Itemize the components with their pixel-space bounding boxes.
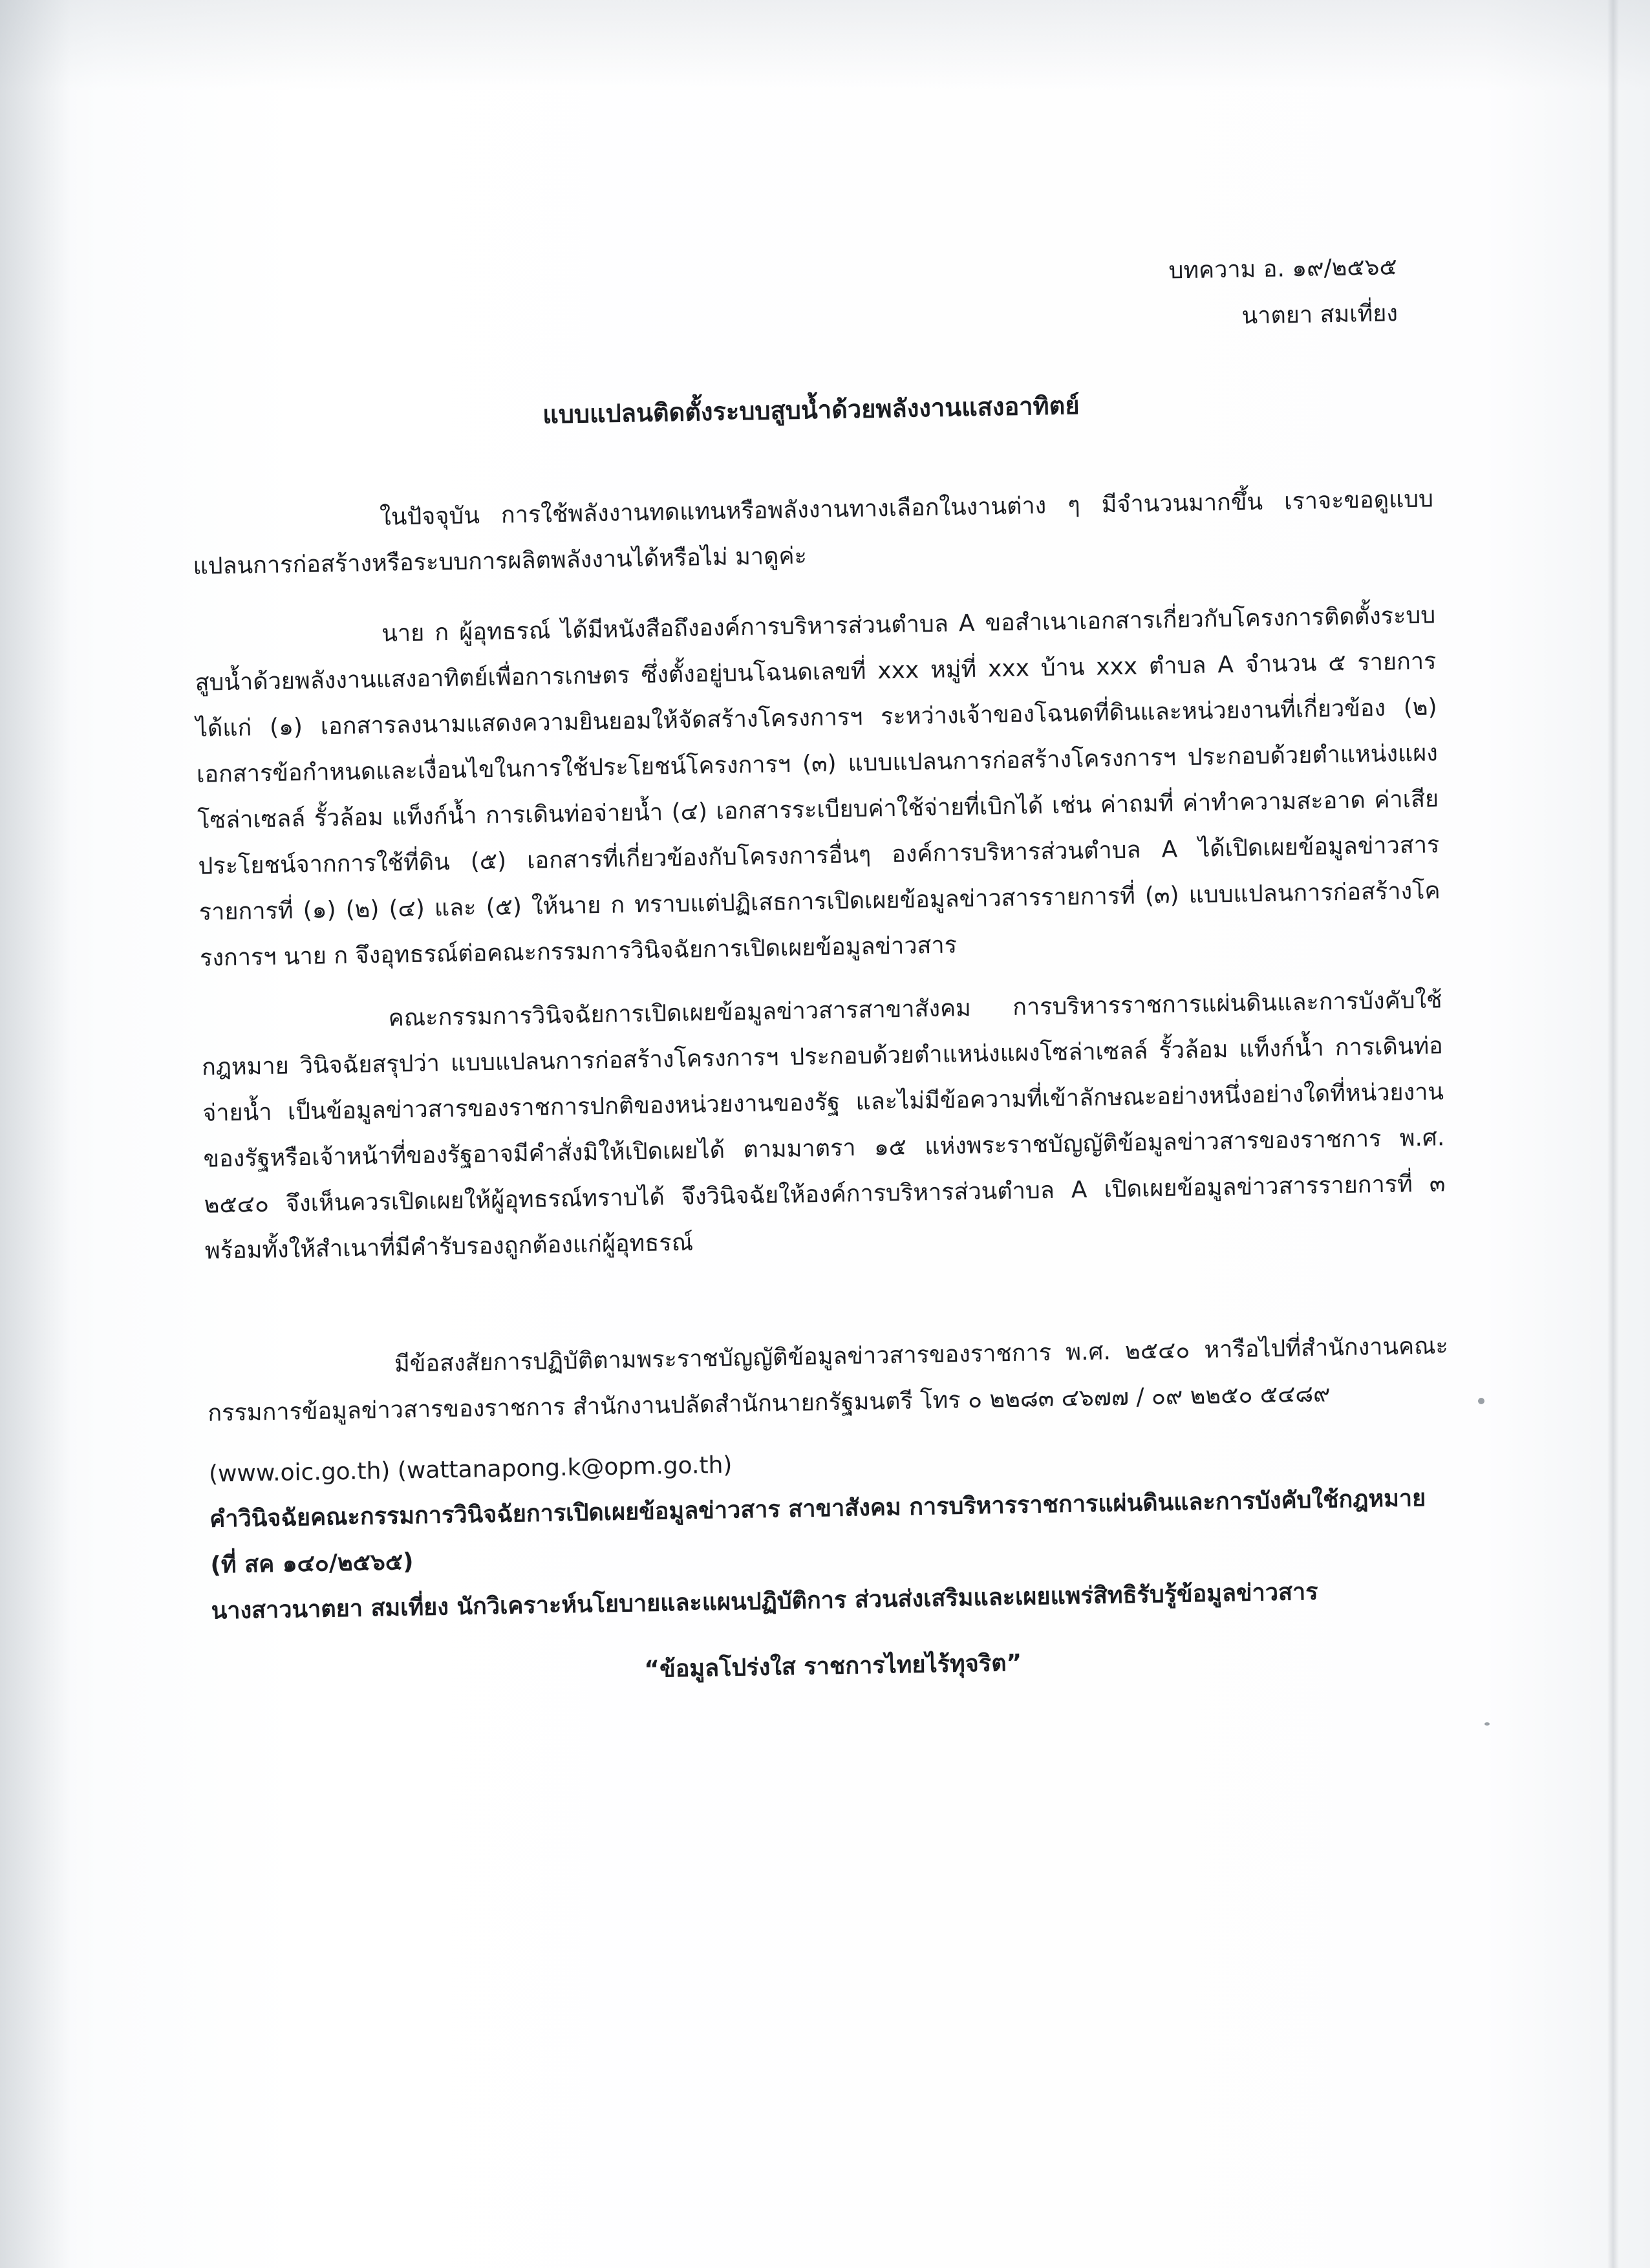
ruling-reference: คำวินิจฉัยคณะกรรมการวินิจฉัยการเปิดเผยข้อมูลข่าวสาร สาขาสังคม การบริหารราชการแผ่นดินและการบังคับใช้กฎหมาย (ที่ สค ๑๔๐/๒๕๖๕) (209, 1484, 1426, 1579)
contact-links: (www.oic.go.th) (wattanapong.k@opm.go.th) (208, 1451, 733, 1488)
article-title: แบบแปลนติดตั้งระบบสูบน้ำด้วยพลังงานแสงอาทิตย์ (542, 390, 1080, 429)
contact-paragraph: มีข้อสงสัยการปฏิบัติตามพระราชบัญญัติข้อมูลข่าวสารของราชการ พ.ศ. ๒๕๔๐ หารือไปที่สำนักงานคณะกรรมการข้อมูลข่าวสารของราชการ สำนักงานปลัดสำนักนายกรัฐมนตรี โทร ๐ ๒๒๘๓ ๔๖๗๗ / ๐๙ ๒๒๕๐ ๕๔๘๙ (207, 1332, 1449, 1427)
ruling-and-author-block (209, 1475, 1453, 1634)
intro-paragraph: ในปัจจุบัน การใช้พลังงานทดแทนหรือพลังงานทางเลือกในงานต่าง ๆ มีจำนวนมากขึ้น เราจะขอดูแบบแปลนการก่อสร้างหรือระบบการผลิตพลังงานได้หรือไม่ มาดูค่ะ (193, 486, 1434, 580)
author-full-credit: นางสาวนาตยา สมเที่ยง นักวิเคราะห์นโยบายและแผนปฏิบัติการ ส่วนส่งเสริมและเผยแพร่สิทธิรับรู้ข้อมูลข่าวสาร (211, 1578, 1318, 1625)
case-paragraph: นาย ก ผู้อุทธรณ์ ได้มีหนังสือถึงองค์การบริหารส่วนตำบล A ขอสำเนาเอกสารเกี่ยวกับโครงการติดตั้งระบบสูบน้ำด้วยพลังงานแสงอาทิตย์เพื่อการเกษตร ซึ่งตั้งอยู่บนโฉนดเลขที่ xxx หมู่ที่ xxx บ้าน xxx ตำบล A จำนวน ๕ รายการ ได้แก่ (๑) เอกสารลงนามแสดงความยินยอมให้จัดสร้างโครงการฯ ระหว่างเจ้าของโฉนดที่ดินและหน่วยงานที่เกี่ยวข้อง (๒) เอกสารข้อกำหนดและเงื่อนไขในการใช้ประโยชน์โครงการฯ (๓) แบบแปลนการก่อสร้างโครงการฯ ประกอบด้วยตำแหน่งแผงโซล่าเซลล์ รั้วล้อม แท็งก์น้ำ การเดินท่อจ่ายน้ำ (๔) เอกสารระเบียบค่าใช้จ่ายที่เบิกได้ เช่น ค่าถมที่ ค่าทำความสะอาด ค่าเสียประโยชน์จากการใช้ที่ดิน (๕) เอกสารที่เกี่ยวข้องกับโครงการอื่นๆ องค์การบริหารส่วนตำบล A ได้เปิดเผยข้อมูลข่าวสารรายการที่ (๑) (๒) (๔) และ (๕) ให้นาย ก ทราบแต่ปฏิเสธการเปิดเผยข้อมูลข่าวสารรายการที่ (๓) แบบแปลนการก่อสร้างโครงการฯ นาย ก จึงอุทธรณ์ต่อคณะกรรมการวินิจฉัยการเปิดเผยข้อมูลข่าวสาร (195, 602, 1441, 972)
scan-shadow-top (0, 0, 1650, 91)
reference-block (1144, 244, 1398, 341)
page-edge-fold (1607, 0, 1619, 2268)
scan-shadow-left (0, 0, 71, 2268)
scan-speck (1478, 1398, 1484, 1404)
author-name-short: นาตยา สมเที่ยง (1241, 300, 1398, 330)
slogan: “ข้อมูลโปร่งใส ราชการไทยไร้ทุจริต” (644, 1649, 1022, 1684)
decision-paragraph: คณะกรรมการวินิจฉัยการเปิดเผยข้อมูลข่าวสารสาขาสังคม การบริหารราชการแผ่นดินและการบังคับใช้กฎหมาย วินิจฉัยสรุปว่า แบบแปลนการก่อสร้างโครงการฯ ประกอบด้วยตำแหน่งแผงโซล่าเซลล์ รั้วล้อม แท็งก์น้ำ การเดินท่อจ่ายน้ำ เป็นข้อมูลข่าวสารของราชการปกติของหน่วยงานของรัฐ และไม่มีข้อความที่เข้าลักษณะอย่างหนึ่งอย่างใดที่หน่วยงานของรัฐหรือเจ้าหน้าที่ของรัฐอาจมีคำสั่งมิให้เปิดเผยได้ ตามมาตรา ๑๕ แห่งพระราชบัญญัติข้อมูลข่าวสารของราชการ พ.ศ. ๒๕๔๐ จึงเห็นควรเปิดเผยให้ผู้อุทธรณ์ทราบได้ จึงวินิจฉัยให้องค์การบริหารส่วนตำบล A เปิดเผยข้อมูลข่าวสารรายการที่ ๓ พร้อมทั้งให้สำเนาที่มีคำรับรองถูกต้องแก่ผู้อุทธรณ์ (201, 987, 1446, 1265)
document-body (188, 230, 1449, 1684)
article-number: บทความ อ. ๑๙/๒๕๖๕ (1168, 253, 1398, 284)
scan-speck (1484, 1722, 1490, 1726)
